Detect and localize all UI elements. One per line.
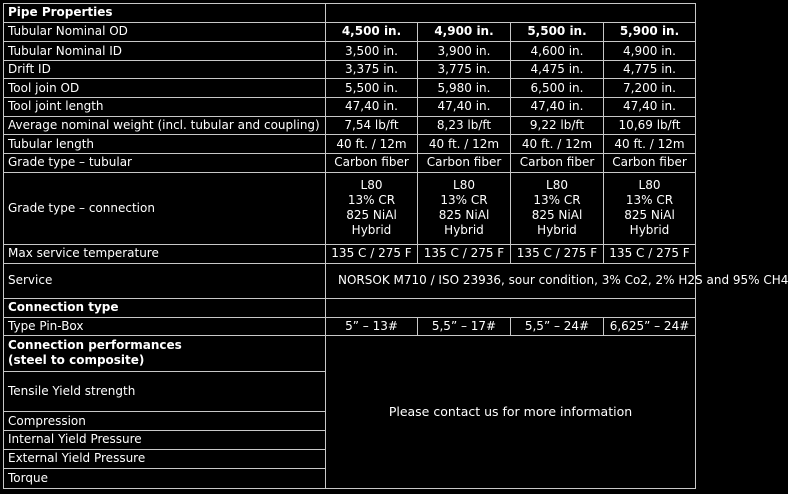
- cell-pinbox-2: 5,5” – 17#: [418, 318, 511, 336]
- cell-weight-1: 7,54 lb/ft: [326, 116, 418, 135]
- row-label: Torque: [4, 469, 326, 489]
- cell-grade-tub-4: Carbon fiber: [604, 153, 696, 172]
- section-connection-type-row: [4, 298, 696, 318]
- row-label: Grade type – connection: [4, 172, 326, 244]
- row-label: Drift ID: [4, 60, 326, 79]
- table-row: [4, 42, 696, 61]
- table-row: [4, 116, 696, 135]
- row-label: Service: [4, 263, 326, 298]
- cell-tj-od-3: 6,500 in.: [511, 79, 604, 98]
- cell-grade-tub-3: Carbon fiber: [511, 153, 604, 172]
- row-label: Type Pin-Box: [4, 318, 326, 336]
- grade-line: 13% CR: [625, 193, 674, 208]
- grade-line: L80: [453, 178, 475, 193]
- cell-tj-len-3: 47,40 in.: [511, 98, 604, 117]
- service-value: NORSOK M710 / ISO 23936, sour condition, 3% Co2, 2% H2S and 95% CH4: [326, 263, 696, 298]
- row-label: Max service temperature: [4, 244, 326, 263]
- cell-drift-2: 3,775 in.: [418, 60, 511, 79]
- cell-length-1: 40 ft. / 12m: [326, 135, 418, 154]
- table-row: [4, 153, 696, 172]
- table-row: [4, 22, 696, 42]
- row-label: Tubular length: [4, 135, 326, 154]
- cell-drift-3: 4,475 in.: [511, 60, 604, 79]
- cell-temp-1: 135 C / 275 F: [326, 244, 418, 263]
- cell-pinbox-4: 6,625” – 24#: [604, 318, 696, 336]
- contact-info: Please contact us for more information: [326, 335, 696, 488]
- cell-grade-tub-1: Carbon fiber: [326, 153, 418, 172]
- grade-line: Hybrid: [629, 223, 670, 238]
- cell-tj-len-1: 47,40 in.: [326, 98, 418, 117]
- cell-temp-4: 135 C / 275 F: [604, 244, 696, 263]
- cell-grade-conn-4: [604, 172, 696, 244]
- section-connection-performances-row: [4, 335, 696, 371]
- cell-tj-len-2: 47,40 in.: [418, 98, 511, 117]
- cell-weight-3: 9,22 lb/ft: [511, 116, 604, 135]
- cell-length-3: 40 ft. / 12m: [511, 135, 604, 154]
- cell-pinbox-1: 5” – 13#: [326, 318, 418, 336]
- cell-weight-4: 10,69 lb/ft: [604, 116, 696, 135]
- grade-line: L80: [638, 178, 661, 193]
- grade-line: Hybrid: [444, 223, 484, 238]
- cell-pinbox-3: 5,5” – 24#: [511, 318, 604, 336]
- section-connection-type-filler: [326, 298, 696, 318]
- table-row: [4, 135, 696, 154]
- perf-title: Connection performances: [8, 338, 182, 353]
- grade-line: 13% CR: [347, 193, 396, 208]
- section-connection-type-header: Connection type: [4, 298, 326, 318]
- table-row: [4, 244, 696, 263]
- cell-grade-conn-2: [418, 172, 511, 244]
- cell-id-3: 4,600 in.: [511, 42, 604, 61]
- row-label: External Yield Pressure: [4, 449, 326, 469]
- cell-tj-len-4: 47,40 in.: [604, 98, 696, 117]
- cell-length-2: 40 ft. / 12m: [418, 135, 511, 154]
- table-row: [4, 318, 696, 336]
- grade-line: 825 NiAl: [438, 208, 490, 223]
- grade-line: 13% CR: [533, 193, 581, 208]
- table-row: [4, 263, 696, 298]
- cell-od-2: 4,900 in.: [418, 22, 511, 42]
- cell-od-4: 5,900 in.: [604, 22, 696, 42]
- grade-line: L80: [546, 178, 568, 193]
- row-label: Compression: [4, 412, 326, 431]
- cell-grade-tub-2: Carbon fiber: [418, 153, 511, 172]
- cell-od-1: 4,500 in.: [326, 22, 418, 42]
- cell-tj-od-2: 5,980 in.: [418, 79, 511, 98]
- cell-id-4: 4,900 in.: [604, 42, 696, 61]
- row-label: Tensile Yield strength: [4, 372, 326, 412]
- grade-line: 825 NiAl: [346, 208, 397, 223]
- cell-id-1: 3,500 in.: [326, 42, 418, 61]
- row-label: Tubular Nominal OD: [4, 22, 326, 42]
- row-label: Grade type – tubular: [4, 153, 326, 172]
- section-connection-performances-header: [4, 335, 326, 371]
- table-row: [4, 79, 696, 98]
- cell-tj-od-4: 7,200 in.: [604, 79, 696, 98]
- grade-line: Hybrid: [537, 223, 577, 238]
- perf-subtitle: (steel to composite): [8, 353, 145, 368]
- table-row: [4, 60, 696, 79]
- cell-grade-conn-3: [511, 172, 604, 244]
- cell-drift-4: 4,775 in.: [604, 60, 696, 79]
- section-pipe-properties-row: [4, 4, 696, 23]
- pipe-properties-table: [3, 3, 788, 489]
- cell-drift-1: 3,375 in.: [326, 60, 418, 79]
- grade-line: L80: [360, 178, 383, 193]
- table-row: [4, 98, 696, 117]
- row-label: Tool join OD: [4, 79, 326, 98]
- cell-od-3: 5,500 in.: [511, 22, 604, 42]
- cell-weight-2: 8,23 lb/ft: [418, 116, 511, 135]
- row-label: Average nominal weight (incl. tubular and coupling): [4, 116, 326, 135]
- grade-line: 825 NiAl: [624, 208, 675, 223]
- section-pipe-properties-header: Pipe Properties: [4, 4, 326, 23]
- cell-id-2: 3,900 in.: [418, 42, 511, 61]
- grade-line: 825 NiAl: [531, 208, 583, 223]
- row-label: Tool joint length: [4, 98, 326, 117]
- row-label: Internal Yield Pressure: [4, 431, 326, 450]
- table-row: [4, 172, 696, 244]
- grade-line: Hybrid: [351, 223, 392, 238]
- row-label: Tubular Nominal ID: [4, 42, 326, 61]
- cell-temp-2: 135 C / 275 F: [418, 244, 511, 263]
- cell-tj-od-1: 5,500 in.: [326, 79, 418, 98]
- cell-temp-3: 135 C / 275 F: [511, 244, 604, 263]
- cell-length-4: 40 ft. / 12m: [604, 135, 696, 154]
- section-pipe-properties-filler: [326, 4, 696, 23]
- grade-line: 13% CR: [440, 193, 488, 208]
- cell-grade-conn-1: [326, 172, 418, 244]
